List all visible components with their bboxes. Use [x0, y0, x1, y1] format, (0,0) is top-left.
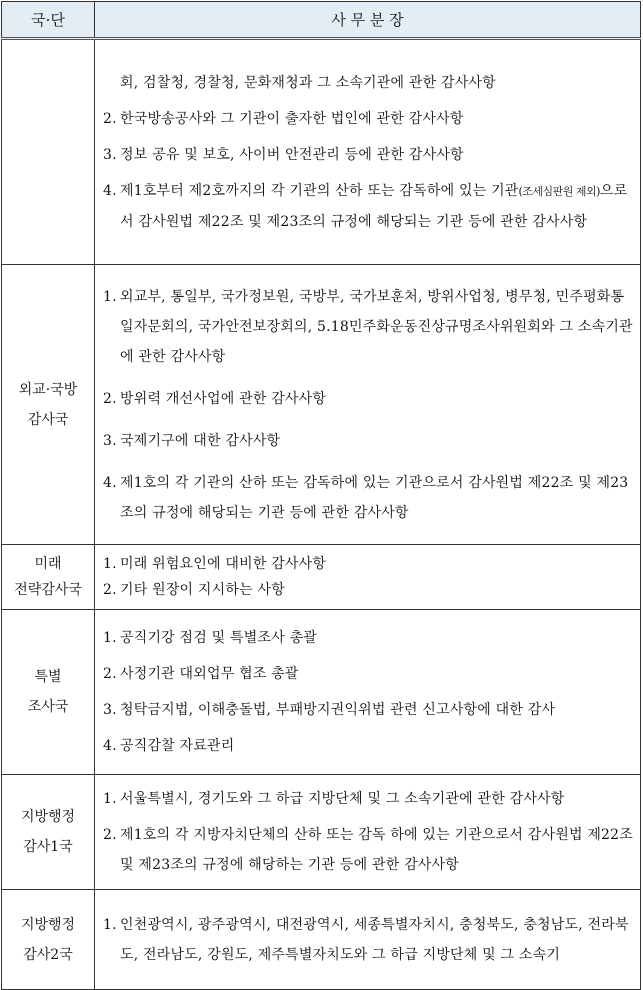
duty-item: 2. 한국방송공사와 그 기관이 출자한 법인에 관한 감사사항 — [103, 110, 464, 127]
duties-cell — [95, 545, 641, 610]
duties-cell — [95, 265, 641, 545]
dept-cell: 외교·국방 감사국 — [2, 265, 95, 545]
dept-cell: 미래 전략감사국 — [2, 545, 95, 610]
header-duties: 사 무 분 장 — [95, 2, 641, 39]
table-header-row — [2, 2, 641, 39]
table-row — [2, 890, 641, 990]
duties-cell — [95, 890, 641, 990]
table-row — [2, 545, 641, 610]
duty-item: 3. 정보 공유 및 보호, 사이버 안전관리 등에 관한 감사사항 — [103, 146, 464, 163]
duty-item: 3. 국제기구에 대한 감사사항 — [103, 432, 281, 449]
duty-item: 3. 청탁금지법, 이해충돌법, 부패방지권익위법 관련 신고사항에 대한 감사 — [103, 702, 556, 718]
duty-item: 1. 외교부, 통일부, 국가정보원, 국방부, 국가보훈처, 방위사업청, 병무청, 민주평화통일자문회의, 국가안전보장회의, 5.18민주화운동진상규명조사위원회와 그 소속기관에 관한 감사사항 — [103, 288, 633, 365]
duty-item: 회, 검찰청, 경찰청, 문화재청과 그 소속기관에 관한 감사사항 — [120, 74, 496, 91]
table-row — [2, 39, 641, 265]
duties-cell — [95, 775, 641, 890]
duty-item: 4. 공직감찰 자료관리 — [103, 738, 235, 754]
table-row — [2, 610, 641, 775]
dept-cell: 지방행정 감사2국 — [2, 890, 95, 990]
dept-cell — [2, 39, 95, 265]
duty-item: 1. 인천광역시, 광주광역시, 대전광역시, 세종특별자치시, 충청북도, 충청남도, 전라북도, 전라남도, 강원도, 제주특별자치도와 그 하급 지방단체 및 그 소속기 — [103, 916, 629, 963]
duties-cell — [95, 39, 641, 265]
duties-cell — [95, 610, 641, 775]
duty-item: 1. 미래 위험요인에 대비한 감사사항 — [103, 556, 327, 572]
duty-item: 4. 제1호의 각 기관의 산하 또는 감독하에 있는 기관으로서 감사원법 제22조 및 제23조의 규정에 해당되는 기관 등에 관한 감사사항 — [103, 474, 629, 521]
dept-cell: 지방행정 감사1국 — [2, 775, 95, 890]
duty-item: 2. 제1호의 각 지방자치단체의 산하 또는 감독 하에 있는 기관으로서 감사원법 제22조 및 제23조의 규정에 해당하는 기관 등에 관한 감사사항 — [103, 827, 633, 873]
header-dept: 국·단 — [2, 2, 95, 39]
duties-table — [1, 1, 641, 990]
duty-item: 2. 기타 원장이 지시하는 사항 — [103, 582, 285, 598]
table-row — [2, 265, 641, 545]
duty-item: 2. 방위력 개선사업에 관한 감사사항 — [103, 390, 327, 407]
duty-item: 1. 서울특별시, 경기도와 그 하급 지방단체 및 그 소속기관에 관한 감사사항 — [103, 791, 565, 807]
duty-item: 4. 제1호부터 제2호까지의 각 기관의 산하 또는 감독하에 있는 기관(조세심판원 제외)으로서 감사원법 제22조 및 제23조의 규정에 해당되는 기관 등에 관한 감사사항 — [103, 182, 628, 230]
duty-item: 1. 공직기강 점검 및 특별조사 총괄 — [103, 630, 318, 646]
table-row — [2, 775, 641, 890]
duty-item: 2. 사정기관 대외업무 협조 총괄 — [103, 666, 299, 682]
dept-cell: 특별 조사국 — [2, 610, 95, 775]
